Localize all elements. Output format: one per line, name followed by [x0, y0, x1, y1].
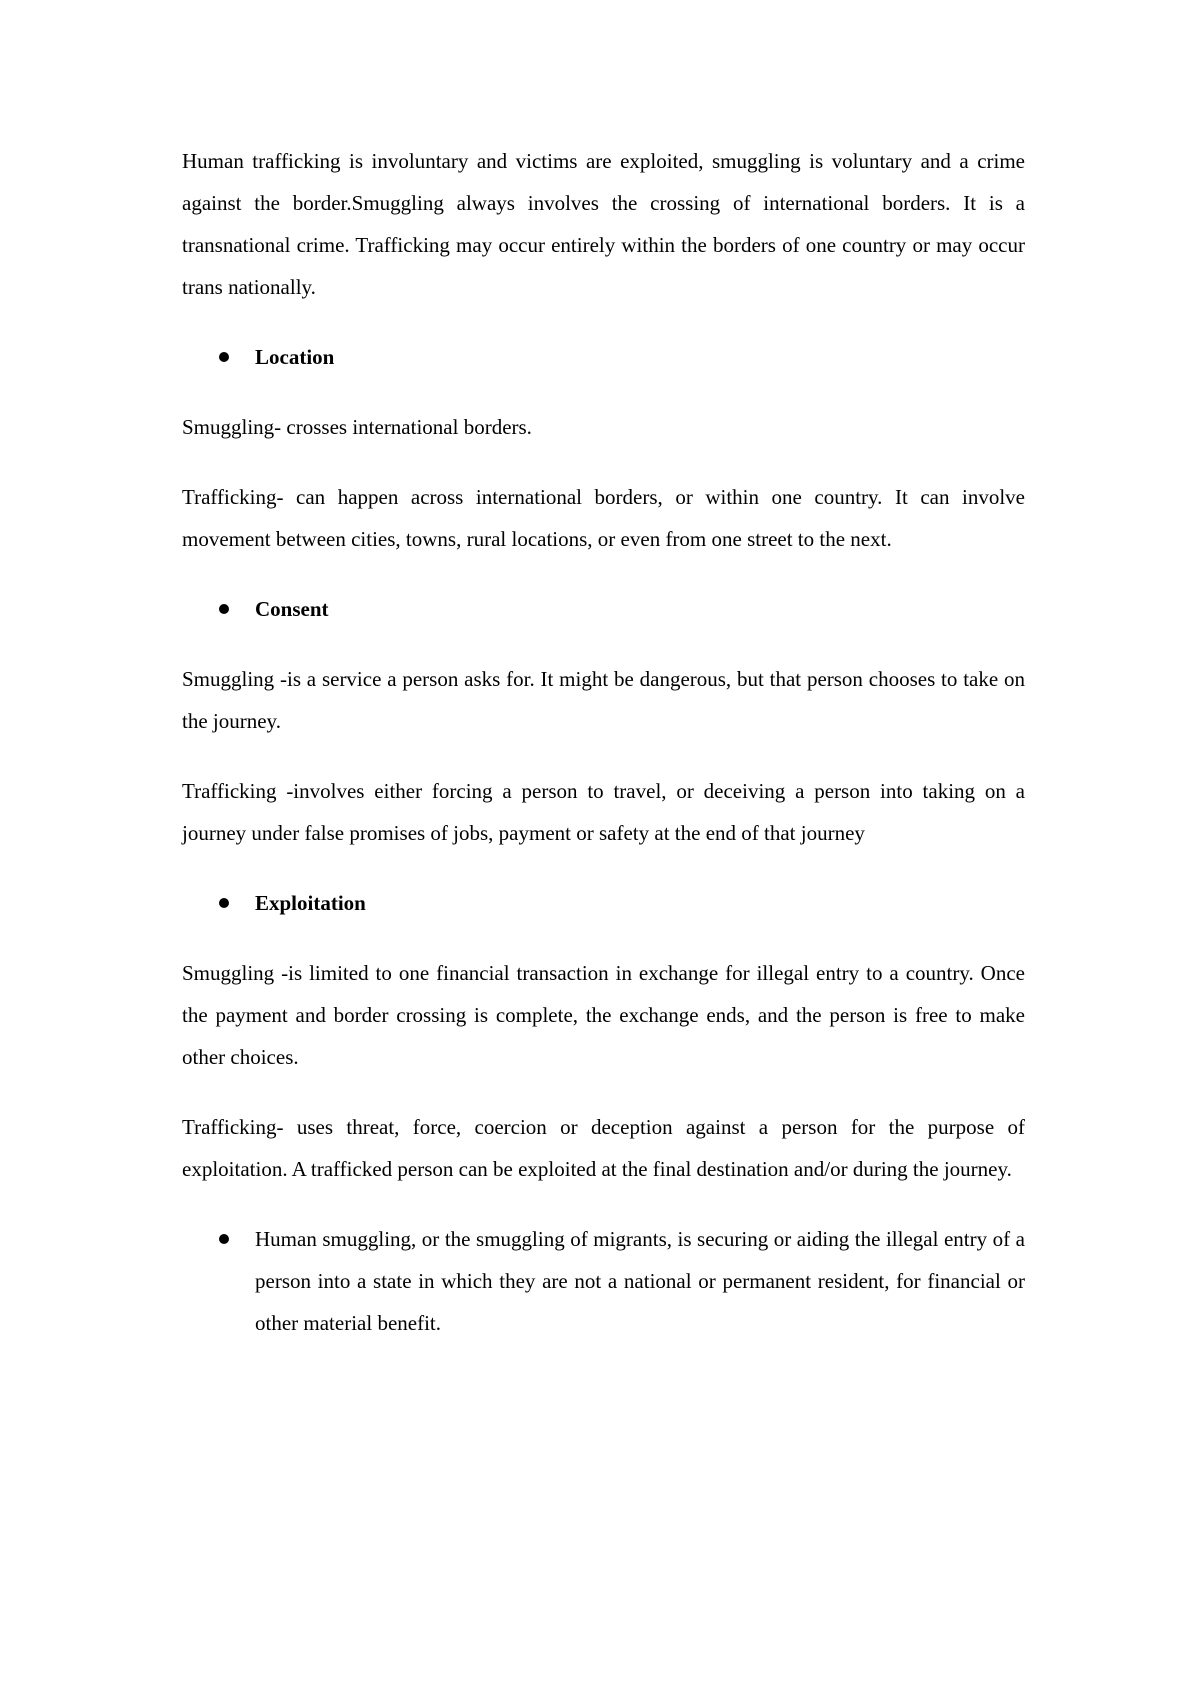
section-heading-label: Exploitation [255, 891, 366, 915]
intro-paragraph: Human trafficking is involuntary and victims are exploited, smuggling is voluntary and a crime against the border.Smuggling always involves the crossing of international borders. It is a transnational crime. Trafficking may occur entirely within the borders of one country or may occur trans nationally. [182, 149, 1025, 299]
exploitation-trafficking-paragraph: Trafficking- uses threat, force, coercion or deception against a person for the purpose of exploitation. A trafficked person can be exploited at the final destination and/or during the journey. [182, 1115, 1025, 1181]
section-heading-exploitation [182, 882, 1025, 924]
section-heading-label: Location [255, 345, 335, 369]
section-heading-location [182, 336, 1025, 378]
bullet-icon [219, 898, 229, 908]
exploitation-smuggling-paragraph: Smuggling -is limited to one financial transaction in exchange for illegal entry to a country. Once the payment and border crossing is complete, the exchange ends, and the person is free to make other choices. [182, 961, 1025, 1069]
location-trafficking-paragraph: Trafficking- can happen across international borders, or within one country. It can involve movement between cities, towns, rural locations, or even from one street to the next. [182, 485, 1025, 551]
bullet-icon [219, 1234, 229, 1244]
consent-smuggling-paragraph: Smuggling -is a service a person asks for. It might be dangerous, but that person chooses to take on the journey. [182, 667, 1025, 733]
location-smuggling-paragraph: Smuggling- crosses international borders. [182, 415, 532, 439]
section-heading-label: Consent [255, 597, 329, 621]
bullet-icon [219, 604, 229, 614]
final-bullet-text: Human smuggling, or the smuggling of migrants, is securing or aiding the illegal entry of a person into a state in which they are not a national or permanent resident, for financial or other material benefit. [255, 1227, 1025, 1335]
final-bullet-item [182, 1218, 1025, 1344]
bullet-icon [219, 352, 229, 362]
section-heading-consent [182, 588, 1025, 630]
consent-trafficking-paragraph: Trafficking -involves either forcing a person to travel, or deceiving a person into taking on a journey under false promises of jobs, payment or safety at the end of that journey [182, 779, 1025, 845]
document-body [182, 140, 1025, 1372]
